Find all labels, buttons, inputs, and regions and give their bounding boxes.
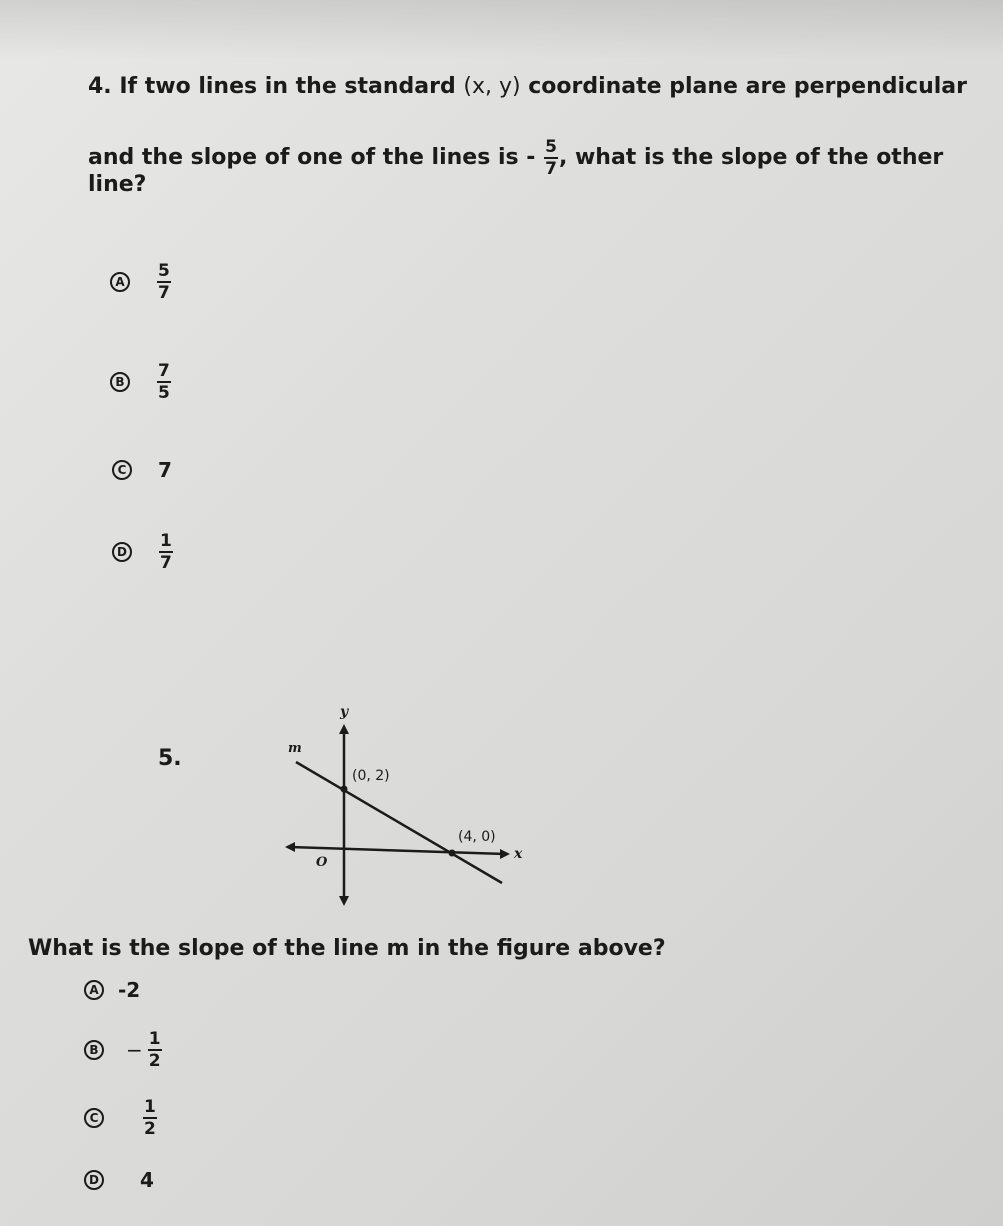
answer-bubble[interactable]: B: [110, 372, 130, 392]
x-axis: [290, 847, 505, 854]
fraction-numerator: 1: [144, 1097, 156, 1117]
fraction-denominator: 7: [158, 283, 170, 303]
y-axis-arrow-down: [339, 896, 349, 906]
q5-choice-c[interactable]: [84, 1098, 158, 1138]
q4-choice-c[interactable]: [112, 458, 172, 482]
q4-choice-b[interactable]: [110, 362, 172, 402]
line-m-label: m: [288, 741, 302, 756]
q4-line-3: [88, 172, 146, 197]
q4-text: and the slope of one of the lines is: [88, 145, 527, 170]
fraction-numerator: 1: [160, 531, 172, 551]
answer-bubble[interactable]: A: [110, 272, 130, 292]
fraction-numerator: 1: [148, 1029, 161, 1049]
x-axis-arrow-left: [285, 842, 295, 852]
choice-fraction: [156, 362, 172, 402]
page-shadow: [0, 0, 1003, 60]
q5-choice-a[interactable]: [84, 978, 140, 1002]
y-axis-arrow-up: [339, 724, 349, 734]
fraction-numerator: 5: [545, 137, 557, 157]
fraction-denominator: 7: [160, 553, 172, 573]
fraction-denominator: 2: [144, 1119, 156, 1139]
answer-bubble[interactable]: C: [112, 460, 132, 480]
q4-neg-sign: -: [526, 145, 536, 170]
choice-fraction: [147, 1030, 163, 1070]
answer-bubble[interactable]: D: [84, 1170, 104, 1190]
choice-value: 4: [140, 1168, 154, 1192]
q5-number: 5.: [158, 746, 182, 771]
q4-text: 4. If two lines in the standard: [88, 74, 464, 99]
q4-choice-d[interactable]: [112, 532, 174, 572]
point-4-0-label: (4, 0): [458, 829, 496, 845]
q5-choice-b[interactable]: [84, 1030, 163, 1070]
q5-question: What is the slope of the line m in the figure above?: [28, 936, 666, 961]
fraction-numerator: 5: [158, 261, 170, 281]
choice-fraction: [158, 532, 174, 572]
q4-slope-fraction: [543, 138, 559, 178]
choice-fraction: [142, 1098, 158, 1138]
q4-text: line?: [88, 172, 147, 197]
answer-bubble[interactable]: A: [84, 980, 104, 1000]
choice-fraction: [156, 262, 172, 302]
answer-bubble[interactable]: D: [112, 542, 132, 562]
fraction-denominator: 7: [545, 159, 557, 179]
q4-line-1: [88, 74, 967, 99]
answer-bubble[interactable]: B: [84, 1040, 104, 1060]
y-axis-label: y: [340, 704, 349, 720]
q4-choice-a[interactable]: [110, 262, 172, 302]
fraction-denominator: 5: [158, 383, 170, 403]
point-0-2-label: (0, 2): [352, 768, 390, 784]
fraction-numerator: 7: [158, 361, 170, 381]
coordinate-figure: [280, 700, 530, 910]
q4-xy: (x, y): [463, 74, 521, 99]
q4-text: , what is the slope of the other: [558, 145, 944, 170]
choice-value: 7: [158, 458, 172, 482]
q4-text: coordinate plane are perpendicular: [520, 74, 967, 99]
point-0-2: [341, 786, 348, 793]
point-4-0: [449, 850, 456, 857]
fraction-denominator: 2: [148, 1051, 161, 1071]
q4-line-2: [88, 138, 943, 178]
neg-sign: −: [126, 1038, 143, 1062]
answer-bubble[interactable]: C: [84, 1108, 104, 1128]
origin-label: O: [316, 855, 328, 870]
choice-value: -2: [118, 978, 141, 1002]
x-axis-label: x: [514, 846, 523, 862]
x-axis-arrow-right: [500, 849, 510, 859]
q5-choice-d[interactable]: [84, 1168, 154, 1192]
